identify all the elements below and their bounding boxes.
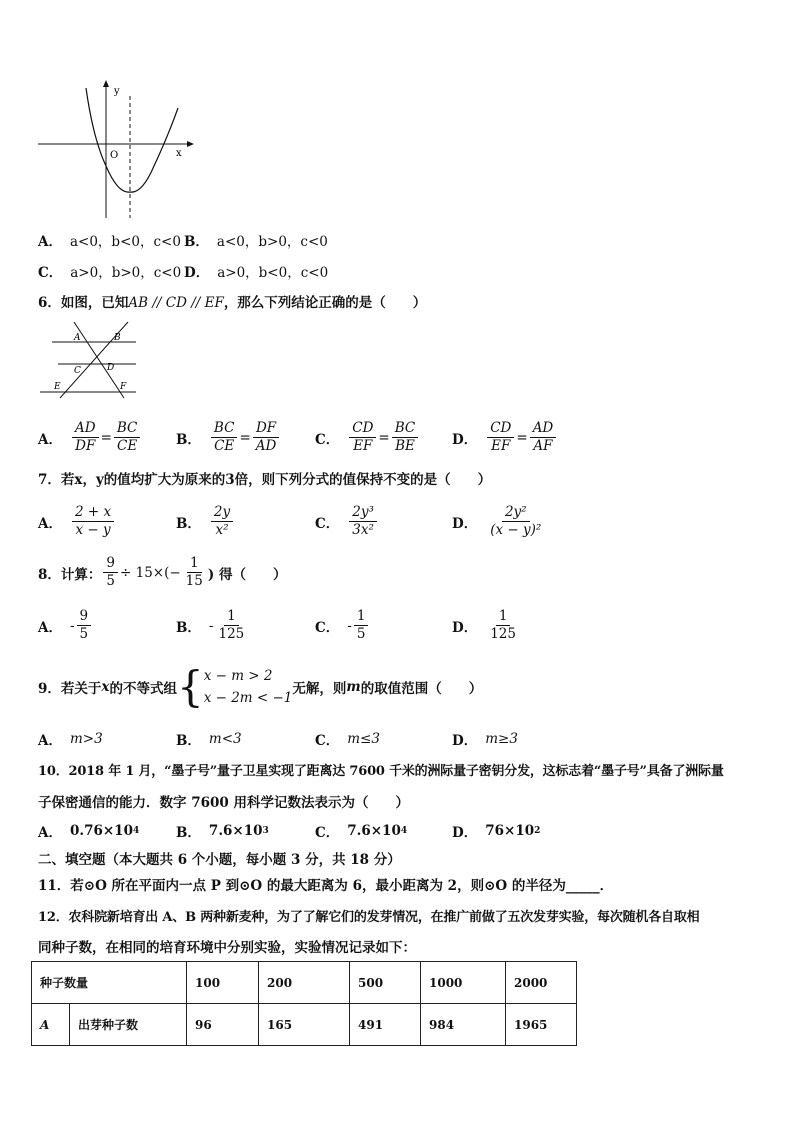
table-cell: 165 (259, 1004, 350, 1046)
q9-option-a[interactable]: A． m>3 (38, 731, 103, 749)
q9-option-b[interactable]: B． m<3 (176, 731, 242, 749)
q9-stem: 9．若关于 x 的不等式组 { x − m > 2 x − 2m < −1 无解，则 m 的取值范围（ ） (38, 662, 483, 711)
table-header-row (32, 962, 577, 1004)
table-cell: 100 (187, 962, 259, 1004)
q10-line1: 10．2018 年 1 月，“墨子号”量子卫星实现了距离达 7600 千米的洲际量子密钥分发，这标志着“墨子号”具备了洲际量 (38, 764, 724, 779)
q10-option-b[interactable]: B． 7.6×10 3 (176, 823, 269, 841)
q6-stem: 6．如图，已知AB // CD // EF，那么下列结论正确的是（ ） (38, 295, 427, 311)
label-c: C (74, 366, 81, 376)
origin-label: O (110, 150, 119, 161)
label-a: A (74, 333, 81, 343)
q6a-right-fraction: $\frac{BC}{CE}$ (114, 420, 141, 455)
parallel-lines-figure (38, 320, 142, 400)
germination-table (31, 961, 577, 1046)
q6-option-b[interactable]: B． $\frac{BC}{CE}$ = $\frac{DF}{AD}$ (176, 420, 281, 455)
q6-option-a[interactable]: A． $\frac{AD}{DF}$ = $\frac{BC}{CE}$ (38, 420, 142, 455)
q8-option-b[interactable]: B． - $\frac{1}{125}$ (176, 608, 245, 642)
q5-option-b[interactable]: B． a<0，b>0，c<0 (184, 234, 328, 250)
label-d: D (107, 363, 115, 373)
y-axis-arrow (103, 80, 109, 87)
q8-option-a[interactable]: A． - $\frac{9}{5}$ (38, 608, 93, 643)
q5-option-c[interactable]: C． a>0，b>0，c<0 (38, 265, 182, 281)
q6-option-d[interactable]: D． $\frac{CD}{EF}$ = $\frac{AD}{AF}$ (452, 420, 558, 455)
row-label: 出芽种子数 (70, 1004, 187, 1046)
table-cell: 96 (187, 1004, 259, 1046)
table-header-label: 种子数量 (32, 962, 187, 1004)
inequality-system: x − m > 2 x − 2m < −1 (203, 668, 293, 706)
q6-option-c[interactable]: C． $\frac{CD}{EF}$ = $\frac{BC}{BE}$ (315, 420, 420, 455)
q11-stem: 11．若⊙O 所在平面内一点 P 到⊙O 的最大距离为 6，最小距离为 2，则⊙O 的半径为_____． (38, 878, 614, 894)
q8-stem: 8．计算： $\frac{9}{5}$ ÷ 15×(− $\frac{1}{15}$ ) 得（ ） (38, 555, 287, 589)
q12-line1: 12．农科院新培育出 A、B 两种新麦种，为了了解它们的发芽情况，在推广前做了五次发芽实验，每次随机各自取相 (38, 910, 700, 925)
row-group-label: A (32, 1004, 70, 1046)
q9-option-c[interactable]: C． m≤3 (315, 731, 380, 749)
q10-option-c[interactable]: C． 7.6×10 4 (315, 823, 408, 841)
x-axis-arrow (187, 141, 194, 147)
table-cell: 2000 (506, 962, 577, 1004)
table-cell: 500 (350, 962, 421, 1004)
q10-option-a[interactable]: A． 0.76×10 4 (38, 823, 140, 841)
q5-option-d[interactable]: D． a>0，b<0，c<0 (184, 265, 329, 281)
parabola-curve (86, 88, 178, 192)
table-cell: 1000 (421, 962, 506, 1004)
system-brace: { (176, 662, 204, 711)
section-heading: 二、填空题（本大题共 6 个小题，每小题 3 分，共 18 分） (38, 852, 401, 868)
q5-option-a[interactable]: A． a<0，b<0，c<0 (38, 234, 181, 250)
q7-option-c[interactable]: C． $\frac{\text{2y³}}{\text{3x²}}$ (315, 504, 379, 539)
q12-line2: 同种子数，在相同的培育环境中分别实验，实验情况记录如下： (38, 940, 416, 956)
q9-option-d[interactable]: D． m≥3 (452, 731, 518, 749)
q8-option-d[interactable]: D． $\frac{1}{125}$ (452, 608, 516, 642)
parabola-graph (36, 78, 206, 223)
x-label: x (176, 148, 182, 159)
q7-option-d[interactable]: D． $\frac{\text{2y²}}{\text{(x − y)²}}$ (452, 504, 542, 538)
q7-option-b[interactable]: B． $\frac{2y}{\text{x²}}$ (176, 504, 235, 539)
table-row (32, 1004, 577, 1046)
table-cell: 491 (350, 1004, 421, 1046)
q8-option-c[interactable]: C． - $\frac{1}{5}$ (315, 608, 370, 643)
label-b: B (114, 333, 121, 343)
q10-line2: 子保密通信的能力．数字 7600 用科学记数法表示为（ ） (38, 795, 409, 811)
table-cell: 1965 (506, 1004, 577, 1046)
table-cell: 984 (421, 1004, 506, 1046)
q6a-left-fraction: $\frac{AD}{DF}$ (72, 420, 99, 455)
label-f: F (120, 382, 127, 392)
y-label: y (114, 86, 120, 97)
label-e: E (54, 382, 61, 392)
q7-stem: 7．若x，y的值均扩大为原来的3倍，则下列分式的值保持不变的是（ ） (38, 472, 492, 488)
q7-option-a[interactable]: A． $\frac{2 + x}{x - y}$ (38, 504, 116, 539)
table-cell: 200 (259, 962, 350, 1004)
q10-option-d[interactable]: D． 76×10 2 (452, 823, 541, 841)
